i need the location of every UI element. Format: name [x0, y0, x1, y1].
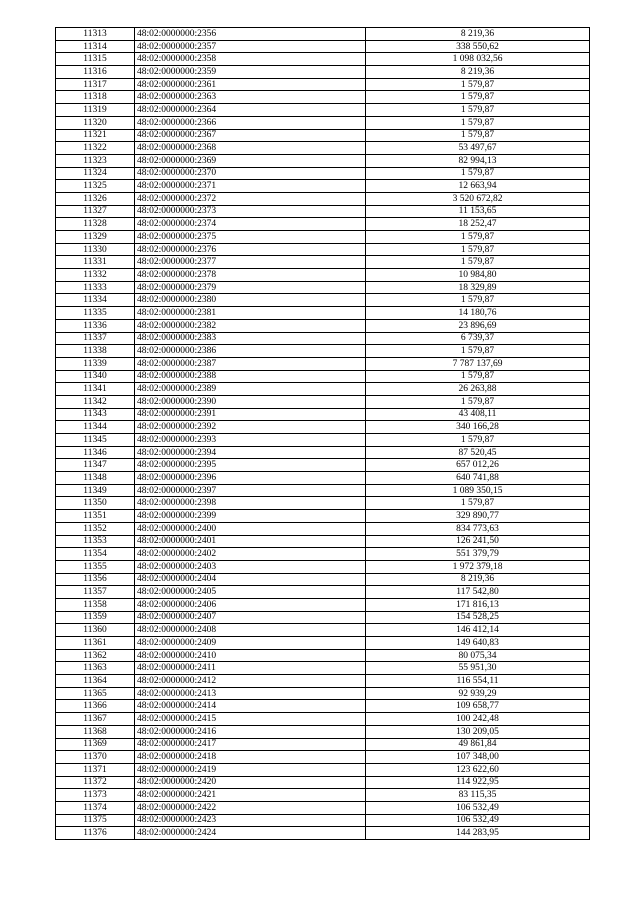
row-number-cell: 11359: [56, 611, 135, 624]
row-number-cell: 11328: [56, 218, 135, 231]
cadastral-value-cell: 1 579,87: [366, 256, 590, 269]
cadastral-value-cell: 1 579,87: [366, 129, 590, 142]
table-row: [56, 269, 590, 282]
cadastral-value-cell: 1 579,87: [366, 116, 590, 129]
cadastral-value-cell: 107 348,00: [366, 751, 590, 764]
cadastral-number-cell: 48:02:0000000:2361: [135, 78, 366, 91]
table-row: [56, 459, 590, 472]
cadastral-value-cell: 55 951,30: [366, 662, 590, 675]
row-number-cell: 11368: [56, 725, 135, 738]
cadastral-number-cell: 48:02:0000000:2357: [135, 40, 366, 53]
table-row: [56, 307, 590, 320]
cadastral-value-cell: 6 739,37: [366, 332, 590, 345]
cadastral-value-cell: 106 532,49: [366, 801, 590, 814]
cadastral-number-cell: 48:02:0000000:2359: [135, 66, 366, 79]
cadastral-value-cell: 18 329,89: [366, 281, 590, 294]
cadastral-number-cell: 48:02:0000000:2412: [135, 675, 366, 688]
cadastral-value-cell: 3 520 672,82: [366, 192, 590, 205]
cadastral-number-cell: 48:02:0000000:2386: [135, 345, 366, 358]
cadastral-number-cell: 48:02:0000000:2414: [135, 700, 366, 713]
table-row: [56, 421, 590, 434]
table-row: [56, 649, 590, 662]
table-row: [56, 510, 590, 523]
row-number-cell: 11339: [56, 357, 135, 370]
table-row: [56, 827, 590, 840]
row-number-cell: 11314: [56, 40, 135, 53]
cadastral-value-cell: 116 554,11: [366, 675, 590, 688]
table-row: [56, 700, 590, 713]
table-row: [56, 281, 590, 294]
cadastral-number-cell: 48:02:0000000:2402: [135, 548, 366, 561]
cadastral-number-cell: 48:02:0000000:2389: [135, 383, 366, 396]
cadastral-value-cell: 26 263,88: [366, 383, 590, 396]
row-number-cell: 11318: [56, 91, 135, 104]
row-number-cell: 11371: [56, 763, 135, 776]
row-number-cell: 11319: [56, 104, 135, 117]
row-number-cell: 11313: [56, 28, 135, 41]
cadastral-number-cell: 48:02:0000000:2374: [135, 218, 366, 231]
cadastral-value-cell: 1 579,87: [366, 345, 590, 358]
table-row: [56, 40, 590, 53]
table-row: [56, 586, 590, 599]
cadastral-value-cell: 49 861,84: [366, 738, 590, 751]
row-number-cell: 11355: [56, 560, 135, 573]
row-number-cell: 11333: [56, 281, 135, 294]
row-number-cell: 11352: [56, 522, 135, 535]
table-row: [56, 66, 590, 79]
row-number-cell: 11356: [56, 573, 135, 586]
cadastral-number-cell: 48:02:0000000:2395: [135, 459, 366, 472]
table-row: [56, 497, 590, 510]
cadastral-number-cell: 48:02:0000000:2424: [135, 827, 366, 840]
table-row: [56, 142, 590, 155]
row-number-cell: 11335: [56, 307, 135, 320]
row-number-cell: 11322: [56, 142, 135, 155]
row-number-cell: 11362: [56, 649, 135, 662]
cadastral-value-cell: 1 972 379,18: [366, 560, 590, 573]
cadastral-value-cell: 657 012,26: [366, 459, 590, 472]
table-row: [56, 129, 590, 142]
table-row: [56, 725, 590, 738]
row-number-cell: 11347: [56, 459, 135, 472]
cadastral-number-cell: 48:02:0000000:2377: [135, 256, 366, 269]
cadastral-number-cell: 48:02:0000000:2423: [135, 814, 366, 827]
table-row: [56, 560, 590, 573]
cadastral-value-cell: 106 532,49: [366, 814, 590, 827]
row-number-cell: 11358: [56, 598, 135, 611]
cadastral-value-cell: 12 663,94: [366, 180, 590, 193]
cadastral-value-cell: 1 579,87: [366, 78, 590, 91]
row-number-cell: 11343: [56, 408, 135, 421]
cadastral-value-cell: 149 640,83: [366, 637, 590, 650]
cadastral-number-cell: 48:02:0000000:2403: [135, 560, 366, 573]
cadastral-value-cell: 87 520,45: [366, 446, 590, 459]
cadastral-number-cell: 48:02:0000000:2378: [135, 269, 366, 282]
cadastral-value-cell: 14 180,76: [366, 307, 590, 320]
table-row: [56, 713, 590, 726]
table-row: [56, 484, 590, 497]
cadastral-value-cell: 1 579,87: [366, 370, 590, 383]
row-number-cell: 11324: [56, 167, 135, 180]
table-row: [56, 345, 590, 358]
table-row: [56, 598, 590, 611]
cadastral-value-cell: 109 658,77: [366, 700, 590, 713]
table-row: [56, 522, 590, 535]
cadastral-value-cell: 117 542,80: [366, 586, 590, 599]
cadastral-value-cell: 1 098 032,56: [366, 53, 590, 66]
table-row: [56, 256, 590, 269]
table-row: [56, 294, 590, 307]
cadastral-value-cell: 329 890,77: [366, 510, 590, 523]
cadastral-number-cell: 48:02:0000000:2375: [135, 231, 366, 244]
table-row: [56, 776, 590, 789]
cadastral-number-cell: 48:02:0000000:2404: [135, 573, 366, 586]
cadastral-value-cell: 53 497,67: [366, 142, 590, 155]
cadastral-value-cell: 340 166,28: [366, 421, 590, 434]
row-number-cell: 11348: [56, 472, 135, 485]
cadastral-value-table: [55, 27, 590, 840]
cadastral-number-cell: 48:02:0000000:2373: [135, 205, 366, 218]
cadastral-value-cell: 144 283,95: [366, 827, 590, 840]
table-row: [56, 332, 590, 345]
cadastral-number-cell: 48:02:0000000:2406: [135, 598, 366, 611]
cadastral-number-cell: 48:02:0000000:2401: [135, 535, 366, 548]
row-number-cell: 11325: [56, 180, 135, 193]
cadastral-number-cell: 48:02:0000000:2408: [135, 624, 366, 637]
cadastral-value-cell: 1 579,87: [366, 91, 590, 104]
table-row: [56, 687, 590, 700]
cadastral-number-cell: 48:02:0000000:2417: [135, 738, 366, 751]
cadastral-number-cell: 48:02:0000000:2383: [135, 332, 366, 345]
cadastral-number-cell: 48:02:0000000:2422: [135, 801, 366, 814]
table-row: [56, 78, 590, 91]
cadastral-number-cell: 48:02:0000000:2420: [135, 776, 366, 789]
cadastral-value-cell: 1 579,87: [366, 294, 590, 307]
cadastral-number-cell: 48:02:0000000:2409: [135, 637, 366, 650]
table-row: [56, 205, 590, 218]
row-number-cell: 11367: [56, 713, 135, 726]
row-number-cell: 11365: [56, 687, 135, 700]
cadastral-number-cell: 48:02:0000000:2415: [135, 713, 366, 726]
cadastral-value-cell: 130 209,05: [366, 725, 590, 738]
cadastral-number-cell: 48:02:0000000:2413: [135, 687, 366, 700]
cadastral-number-cell: 48:02:0000000:2400: [135, 522, 366, 535]
cadastral-number-cell: 48:02:0000000:2392: [135, 421, 366, 434]
row-number-cell: 11331: [56, 256, 135, 269]
row-number-cell: 11360: [56, 624, 135, 637]
row-number-cell: 11373: [56, 789, 135, 802]
row-number-cell: 11357: [56, 586, 135, 599]
row-number-cell: 11338: [56, 345, 135, 358]
cadastral-value-cell: 114 922,95: [366, 776, 590, 789]
cadastral-value-cell: 1 579,87: [366, 395, 590, 408]
cadastral-value-cell: 92 939,29: [366, 687, 590, 700]
cadastral-value-cell: 154 528,25: [366, 611, 590, 624]
cadastral-value-cell: 171 816,13: [366, 598, 590, 611]
cadastral-number-cell: 48:02:0000000:2363: [135, 91, 366, 104]
table-row: [56, 751, 590, 764]
cadastral-value-cell: 10 984,80: [366, 269, 590, 282]
table-row: [56, 167, 590, 180]
table-row: [56, 801, 590, 814]
row-number-cell: 11345: [56, 434, 135, 447]
cadastral-number-cell: 48:02:0000000:2418: [135, 751, 366, 764]
cadastral-number-cell: 48:02:0000000:2368: [135, 142, 366, 155]
cadastral-value-cell: 1 579,87: [366, 231, 590, 244]
row-number-cell: 11323: [56, 154, 135, 167]
cadastral-value-cell: 640 741,88: [366, 472, 590, 485]
table-row: [56, 231, 590, 244]
cadastral-number-cell: 48:02:0000000:2364: [135, 104, 366, 117]
row-number-cell: 11374: [56, 801, 135, 814]
table-row: [56, 408, 590, 421]
cadastral-number-cell: 48:02:0000000:2387: [135, 357, 366, 370]
table-row: [56, 395, 590, 408]
cadastral-value-cell: 23 896,69: [366, 319, 590, 332]
table-row: [56, 662, 590, 675]
table-row: [56, 180, 590, 193]
cadastral-number-cell: 48:02:0000000:2371: [135, 180, 366, 193]
row-number-cell: 11363: [56, 662, 135, 675]
row-number-cell: 11332: [56, 269, 135, 282]
table-row: [56, 192, 590, 205]
cadastral-number-cell: 48:02:0000000:2419: [135, 763, 366, 776]
cadastral-number-cell: 48:02:0000000:2394: [135, 446, 366, 459]
row-number-cell: 11370: [56, 751, 135, 764]
cadastral-number-cell: 48:02:0000000:2393: [135, 434, 366, 447]
cadastral-value-cell: 338 550,62: [366, 40, 590, 53]
cadastral-number-cell: 48:02:0000000:2379: [135, 281, 366, 294]
row-number-cell: 11375: [56, 814, 135, 827]
cadastral-number-cell: 48:02:0000000:2397: [135, 484, 366, 497]
row-number-cell: 11340: [56, 370, 135, 383]
table-row: [56, 789, 590, 802]
cadastral-value-cell: 8 219,36: [366, 66, 590, 79]
table-row: [56, 814, 590, 827]
cadastral-number-cell: 48:02:0000000:2372: [135, 192, 366, 205]
table-row: [56, 53, 590, 66]
cadastral-value-cell: 126 241,50: [366, 535, 590, 548]
row-number-cell: 11364: [56, 675, 135, 688]
cadastral-number-cell: 48:02:0000000:2366: [135, 116, 366, 129]
row-number-cell: 11349: [56, 484, 135, 497]
row-number-cell: 11320: [56, 116, 135, 129]
cadastral-number-cell: 48:02:0000000:2391: [135, 408, 366, 421]
cadastral-number-cell: 48:02:0000000:2381: [135, 307, 366, 320]
cadastral-value-cell: 1 579,87: [366, 167, 590, 180]
cadastral-number-cell: 48:02:0000000:2376: [135, 243, 366, 256]
cadastral-number-cell: 48:02:0000000:2407: [135, 611, 366, 624]
table-row: [56, 624, 590, 637]
table-row: [56, 434, 590, 447]
cadastral-value-cell: 1 579,87: [366, 104, 590, 117]
cadastral-number-cell: 48:02:0000000:2370: [135, 167, 366, 180]
row-number-cell: 11354: [56, 548, 135, 561]
table-row: [56, 28, 590, 41]
table-row: [56, 611, 590, 624]
cadastral-value-cell: 551 379,79: [366, 548, 590, 561]
cadastral-number-cell: 48:02:0000000:2390: [135, 395, 366, 408]
cadastral-number-cell: 48:02:0000000:2367: [135, 129, 366, 142]
row-number-cell: 11341: [56, 383, 135, 396]
cadastral-value-cell: 1 579,87: [366, 434, 590, 447]
table-row: [56, 91, 590, 104]
row-number-cell: 11327: [56, 205, 135, 218]
cadastral-value-cell: 8 219,36: [366, 28, 590, 41]
row-number-cell: 11337: [56, 332, 135, 345]
row-number-cell: 11316: [56, 66, 135, 79]
table-row: [56, 218, 590, 231]
table-row: [56, 573, 590, 586]
table-row: [56, 675, 590, 688]
row-number-cell: 11336: [56, 319, 135, 332]
cadastral-value-cell: 8 219,36: [366, 573, 590, 586]
row-number-cell: 11361: [56, 637, 135, 650]
row-number-cell: 11329: [56, 231, 135, 244]
cadastral-value-cell: 43 408,11: [366, 408, 590, 421]
table-row: [56, 763, 590, 776]
row-number-cell: 11372: [56, 776, 135, 789]
row-number-cell: 11350: [56, 497, 135, 510]
cadastral-number-cell: 48:02:0000000:2398: [135, 497, 366, 510]
cadastral-number-cell: 48:02:0000000:2380: [135, 294, 366, 307]
table-row: [56, 446, 590, 459]
table-row: [56, 116, 590, 129]
table-row: [56, 319, 590, 332]
table-row: [56, 637, 590, 650]
cadastral-number-cell: 48:02:0000000:2396: [135, 472, 366, 485]
cadastral-number-cell: 48:02:0000000:2369: [135, 154, 366, 167]
cadastral-number-cell: 48:02:0000000:2399: [135, 510, 366, 523]
row-number-cell: 11330: [56, 243, 135, 256]
table-row: [56, 370, 590, 383]
cadastral-value-cell: 146 412,14: [366, 624, 590, 637]
row-number-cell: 11369: [56, 738, 135, 751]
row-number-cell: 11317: [56, 78, 135, 91]
table-row: [56, 154, 590, 167]
cadastral-number-cell: 48:02:0000000:2358: [135, 53, 366, 66]
table-row: [56, 383, 590, 396]
cadastral-number-cell: 48:02:0000000:2388: [135, 370, 366, 383]
cadastral-number-cell: 48:02:0000000:2416: [135, 725, 366, 738]
table-row: [56, 472, 590, 485]
row-number-cell: 11326: [56, 192, 135, 205]
cadastral-number-cell: 48:02:0000000:2382: [135, 319, 366, 332]
cadastral-value-cell: 11 153,65: [366, 205, 590, 218]
row-number-cell: 11351: [56, 510, 135, 523]
cadastral-value-cell: 1 089 350,15: [366, 484, 590, 497]
cadastral-number-cell: 48:02:0000000:2356: [135, 28, 366, 41]
table-row: [56, 548, 590, 561]
cadastral-value-cell: 83 115,35: [366, 789, 590, 802]
table-row: [56, 357, 590, 370]
cadastral-value-cell: 80 075,34: [366, 649, 590, 662]
cadastral-value-cell: 7 787 137,69: [366, 357, 590, 370]
cadastral-number-cell: 48:02:0000000:2421: [135, 789, 366, 802]
row-number-cell: 11344: [56, 421, 135, 434]
cadastral-value-cell: 834 773,63: [366, 522, 590, 535]
cadastral-value-cell: 82 994,13: [366, 154, 590, 167]
row-number-cell: 11346: [56, 446, 135, 459]
table-row: [56, 243, 590, 256]
cadastral-value-cell: 1 579,87: [366, 243, 590, 256]
row-number-cell: 11315: [56, 53, 135, 66]
row-number-cell: 11366: [56, 700, 135, 713]
row-number-cell: 11376: [56, 827, 135, 840]
row-number-cell: 11334: [56, 294, 135, 307]
row-number-cell: 11342: [56, 395, 135, 408]
cadastral-value-cell: 123 622,60: [366, 763, 590, 776]
table-row: [56, 104, 590, 117]
cadastral-value-cell: 18 252,47: [366, 218, 590, 231]
cadastral-number-cell: 48:02:0000000:2411: [135, 662, 366, 675]
table-row: [56, 535, 590, 548]
cadastral-number-cell: 48:02:0000000:2410: [135, 649, 366, 662]
row-number-cell: 11353: [56, 535, 135, 548]
table-body: [56, 28, 590, 840]
cadastral-number-cell: 48:02:0000000:2405: [135, 586, 366, 599]
row-number-cell: 11321: [56, 129, 135, 142]
cadastral-value-cell: 100 242,48: [366, 713, 590, 726]
cadastral-value-cell: 1 579,87: [366, 497, 590, 510]
table-row: [56, 738, 590, 751]
